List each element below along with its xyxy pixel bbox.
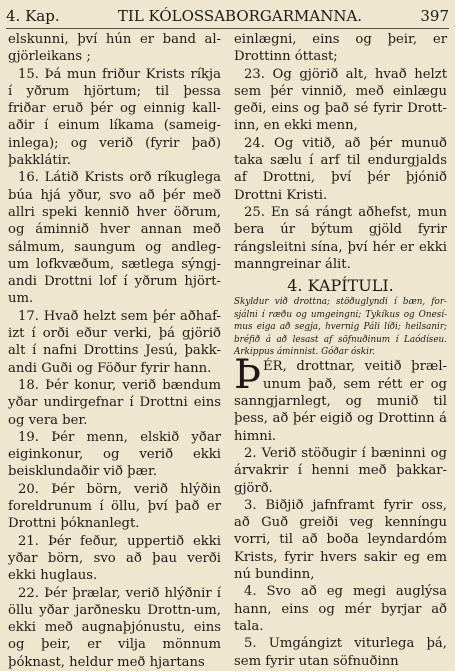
chapter-summary: Skyldur við drottna; stöðuglyndi í bæn, for-sjálni í ræðu og umgeingni; Tykíkus og Onesí-mus eiga að segja, hvernig Páli líði; heilsanir; bréfið á að lesast af söfnuðinum í Laódíseu. Arkippus áminnist. Góðar óskir. xyxy=(234,297,447,358)
header-rule xyxy=(6,28,449,29)
right-column xyxy=(234,31,447,670)
verse-paragraph: 4. Svo að eg megi auglýsa hann, eins og mér byrjar að tala. xyxy=(234,584,447,634)
verse-paragraph: elskunni, því hún er band al-gjörleikans ; xyxy=(8,32,221,65)
verse-paragraph: 25. En sá rángt aðhefst, mun bera úr býtum gjöld fyrir rángsleitni sína, því hér er ekki manngreinar álit. xyxy=(234,204,447,272)
page-number: 397 xyxy=(420,7,449,25)
verse-paragraph: 20. Þér börn, verið hlýðin foreldrunum í öllu, því það er Drottni þóknanlegt. xyxy=(8,481,221,532)
verse-paragraph-first xyxy=(234,352,447,444)
chapter-heading: 4. KAPÍTULI. xyxy=(287,276,394,296)
verse-paragraph: 2. Verið stöðugir í bæninni og árvakrir í henni með þakkar-gjörð. xyxy=(234,445,447,496)
verse-paragraph: 22. Þér þrælar, verið hlýðnir í öllu yðar jarðnesku Drottn-um, ekki með augnaþjónustu, eins og þeir, er vilja mönnum þóknast, heldur með hjartans xyxy=(8,585,221,670)
chapter-label: 4. Kap. xyxy=(6,7,60,25)
verse-paragraph: 24. Og vitið, að þér munuð taka sælu í arf til endurgjalds af Drottni, því þér þjónið Drottni Kristi. xyxy=(234,135,447,203)
running-header xyxy=(6,6,449,26)
drop-cap: Þ xyxy=(234,352,262,399)
verse-paragraph: 3. Biðjið jafnframt fyrir oss, að Guð greiði veg kenníngu vorri, til að boða leyndardóm Krists, fyrir hvers sakir eg em nú bundinn, xyxy=(234,497,447,583)
book-title: TIL KÓLOSSABORGARMANNA. xyxy=(117,7,363,25)
verse-paragraph: 15. Þá mun friður Krists ríkja í yðrum hjörtum; til þessa friðar eruð þér og einnig kall-aðir í einum líkama (sameig-inlega); og verið (fyrir það) þakklátir. xyxy=(8,66,221,169)
verse-paragraph: 23. Og gjörið alt, hvað helzt sem þér vinnið, með einlægu geði, eins og það sé fyrir Drott-inn, en ekki menn, xyxy=(234,66,447,134)
verse-paragraph: 5. Umgángizt viturlega þá, sem fyrir utan söfnuðinn xyxy=(234,636,447,669)
verse-text: ÉR, drottnar, veitið þræl-unum það, sem rétt er og sanngjarnlegt, og munið til þess, að þér eigið og Drottinn á himni. xyxy=(234,359,447,444)
left-column xyxy=(8,31,221,671)
verse-paragraph: 18. Þér konur, verið bændum yðar undirgefnar í Drottni eins og vera ber. xyxy=(8,377,221,428)
verse-paragraph: einlægni, eins og þeir, er Drottinn óttast; xyxy=(234,32,447,65)
verse-paragraph: 21. Þér feður, uppertið ekki yðar börn, svo að þau verði ekki huglaus. xyxy=(8,533,221,584)
verse-paragraph: 17. Hvað helzt sem þér aðhaf-izt í orði eður verki, þá gjörið alt í nafni Drottins Jesú, þakk-andi Guði og Föður fyrir hann. xyxy=(8,308,221,376)
verse-paragraph: 19. Þér menn, elskið yðar eiginkonur, og verið ekki beisklundaðir við þær. xyxy=(8,429,221,480)
verse-paragraph: 16. Látið Krists orð ríkuglega búa hjá yður, svo að þér með allri speki kennið hver öðrum, og áminnið hver annan með sálmum, saungum og andleg-um lofkvæðum, sætlega sýngj-andi Drottni lof í yðrum hjört-um. xyxy=(8,170,221,307)
